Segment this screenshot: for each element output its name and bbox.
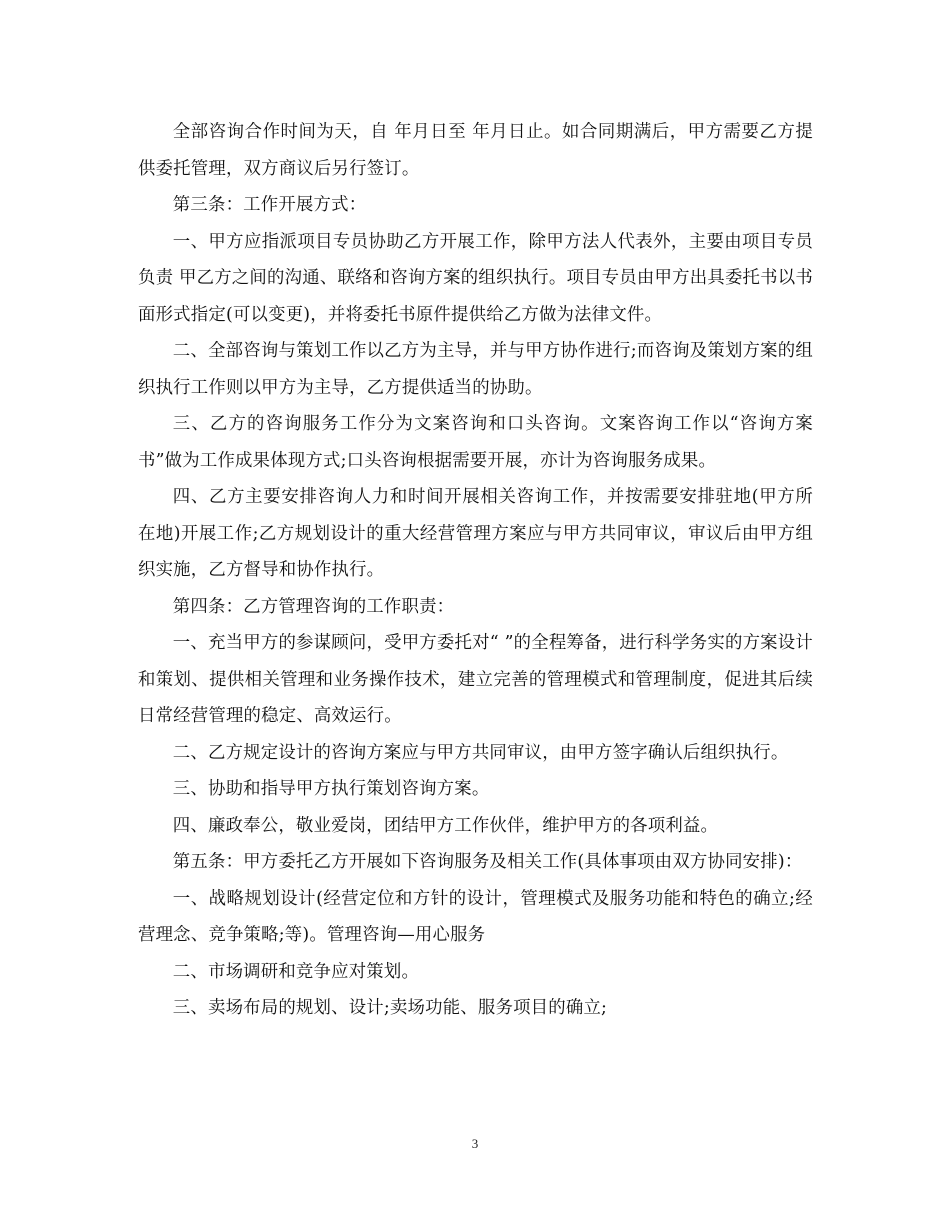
paragraph-article-3-item-1: 一、甲方应指派项目专员协助乙方开展工作，除甲方法人代表外，主要由项目专员负责 甲乙方之间的沟通、联络和咨询方案的组织执行。项目专员由甲方出具委托书以书面形式指定(可以变更)，并将委托书原件提供给乙方做为法律文件。 bbox=[138, 231, 813, 325]
paragraph-cooperation-period: 全部咨询合作时间为天，自 年月日至 年月日止。如合同期满后，甲方需要乙方提供委托管理，双方商议后另行签订。 bbox=[138, 122, 813, 179]
paragraph-article-3-item-3: 三、乙方的咨询服务工作分为文案咨询和口头咨询。文案咨询工作以“咨询方案书”做为工作成果体现方式;口头咨询根据需要开展，亦计为咨询服务成果。 bbox=[138, 414, 813, 471]
paragraph-article-4-item-2: 二、乙方规定设计的咨询方案应与甲方共同审议，由甲方签字确认后组织执行。 bbox=[172, 742, 789, 763]
heading-article-3: 第三条：工作开展方式： bbox=[172, 195, 367, 215]
paragraph-article-5-item-2: 二、市场调研和竞争应对策划。 bbox=[172, 961, 420, 982]
paragraph-article-3-item-2: 二、全部咨询与策划工作以乙方为主导，并与甲方协作进行;而咨询及策划方案的组织执行工作则以甲方为主导，乙方提供适当的协助。 bbox=[138, 341, 813, 398]
document-body bbox=[138, 114, 813, 1027]
heading-article-5: 第五条：甲方委托乙方开展如下咨询服务及相关工作(具体事项由双方协同安排)： bbox=[172, 852, 803, 872]
page-number: 3 bbox=[471, 1136, 479, 1151]
paragraph-article-4-item-4: 四、廉政奉公，敬业爱岗，团结甲方工作伙伴，维护甲方的各项利益。 bbox=[172, 815, 719, 836]
paragraph-article-5-item-1: 一、战略规划设计(经营定位和方针的设计，管理模式及服务功能和特色的确立;经 营理念、竞争策略;等)。管理咨询—用心服务 bbox=[138, 888, 813, 945]
paragraph-article-4-item-1: 一、充当甲方的参谋顾问，受甲方委托对“ ”的全程筹备，进行科学务实的方案设计和策划、提供相关管理和业务操作技术，建立完善的管理模式和管理制度，促进其后续日常经营管理的稳定、高效运行。 bbox=[138, 633, 813, 726]
paragraph-article-3-item-4: 四、乙方主要安排咨询人力和时间开展相关咨询工作，并按需要安排驻地(甲方所在地)开展工作;乙方规划设计的重大经营管理方案应与甲方共同审议，审议后由甲方组织实施，乙方督导和协作执行。 bbox=[138, 487, 813, 580]
heading-article-4: 第四条：乙方管理咨询的工作职责： bbox=[172, 596, 455, 617]
paragraph-article-4-item-3: 三、协助和指导甲方执行策划咨询方案。 bbox=[172, 779, 490, 799]
paragraph-article-5-item-3: 三、卖场布局的规划、设计;卖场功能、服务项目的确立; bbox=[172, 998, 608, 1018]
